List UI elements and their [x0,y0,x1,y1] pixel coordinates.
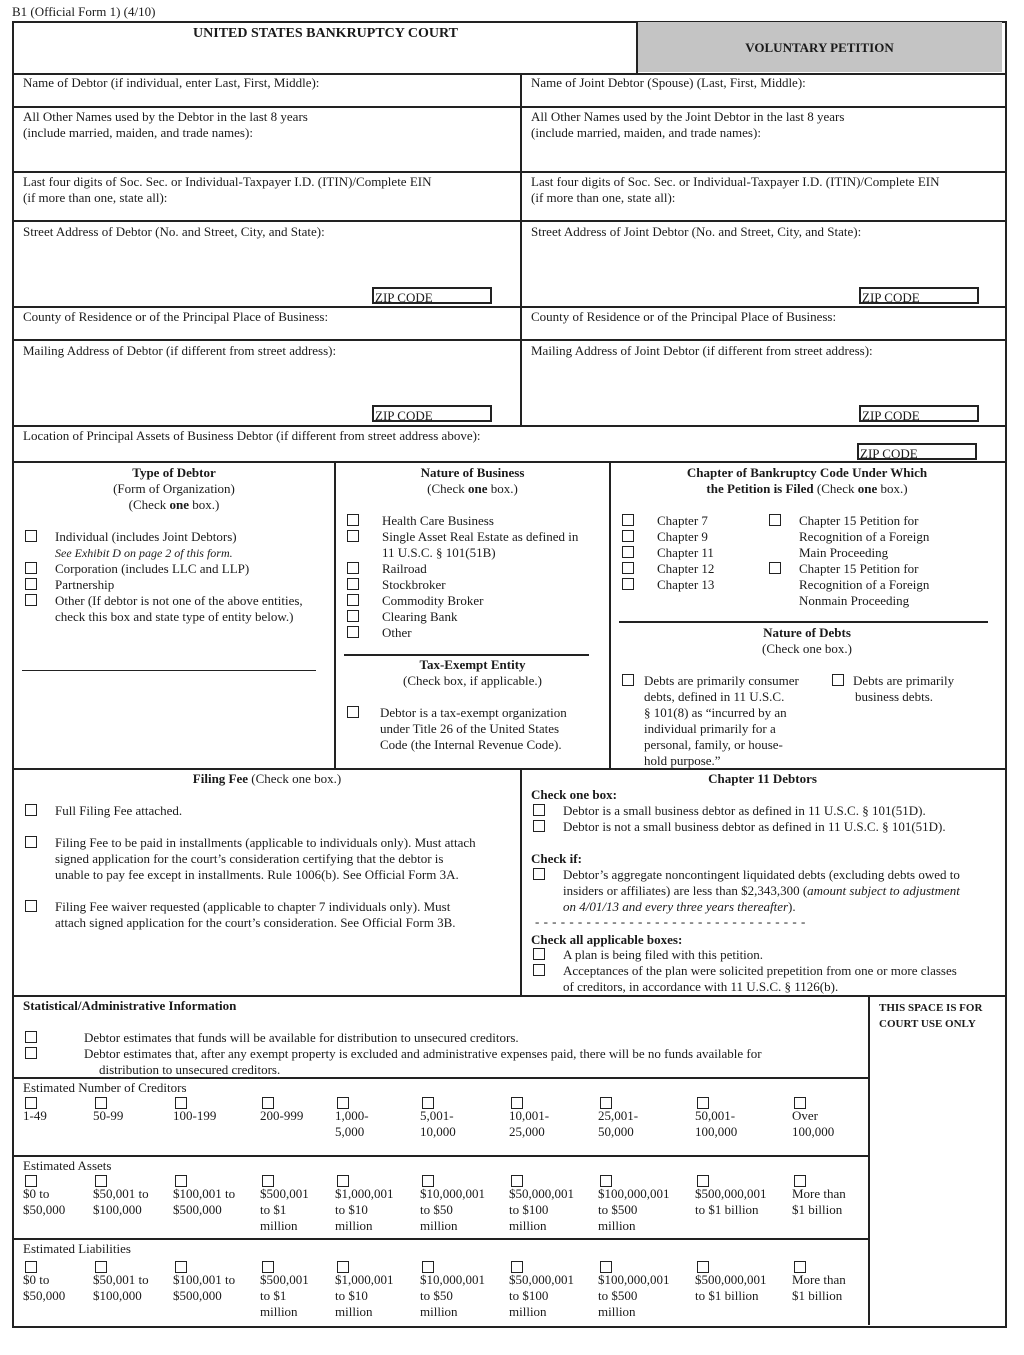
chapter-15-nonmain-label1: Chapter 15 Petition for [799,561,919,576]
corporation-checkbox[interactable] [25,562,37,574]
waiver-l2: attach signed application for the court’s consideration. See Official Form 3B. [55,915,456,930]
liabilities-option-3-label: million [260,1304,298,1319]
business-debts-checkbox[interactable] [832,674,844,686]
chapter-13-label: Chapter 13 [657,577,715,592]
creditors-option-5-label: 5,001- [420,1108,454,1123]
assets-option-1-label: $100,000 [93,1202,142,1217]
assets-option-6-label: to $100 [509,1202,549,1217]
aggregate-l1: Debtor’s aggregate noncontingent liquidated debts (excluding debts owed to [563,867,960,882]
exhibit-note: See Exhibit D on page 2 of this form. [55,546,233,560]
entity-type-line[interactable] [22,670,316,671]
chapter-15-main-label1: Chapter 15 Petition for [799,513,919,528]
consumer-debts-checkbox[interactable] [622,674,634,686]
petition-title: VOLUNTARY PETITION [745,40,894,55]
assets-option-2-label: $100,001 to [173,1186,236,1201]
chapter-15-nonmain-label2: Recognition of a Foreign [799,577,930,592]
other-business-label: Other [382,625,412,640]
stat-title: Statistical/Administrative Information [23,998,237,1013]
installments-l1: Filing Fee to be paid in installments (applicable to individuals only). Must attach [55,835,476,850]
assets-option-5-label: to $50 [420,1202,453,1217]
railroad-label: Railroad [382,561,427,576]
chapter-7-checkbox[interactable] [622,514,634,526]
aggregate-l3: on 4/01/13 and every three years thereafter). [563,899,796,914]
funds-available-checkbox[interactable] [25,1031,37,1043]
no-funds-l2: distribution to unsecured creditors. [99,1062,281,1077]
assets-option-5-label: million [420,1218,458,1233]
installments-l2: signed application for the court’s consideration certifying that the debtor is [55,851,444,866]
creditors-option-8-label: 100,000 [695,1124,738,1139]
debtor-ssn-label: Last four digits of Soc. Sec. or Individual-Taxpayer I.D. (ITIN)/Complete EIN [23,174,432,189]
not-small-business-checkbox[interactable] [533,820,545,832]
assets-option-7-label: million [598,1218,636,1233]
creditors-option-5-label: 10,000 [420,1124,456,1139]
joint-mailing-zip[interactable]: ZIP CODE [859,405,979,422]
joint-name-label: Name of Joint Debtor (Spouse) (Last, First, Middle): [531,75,806,90]
creditors-option-4-label: 1,000- [335,1108,369,1123]
joint-ssn-sub: (if more than one, state all): [531,190,676,205]
assets-option-0-label: $0 to [23,1186,50,1201]
debtor-mailing-label: Mailing Address of Debtor (if different from street address): [23,343,337,358]
court-use-l2: COURT USE ONLY [879,1018,976,1030]
type-debtor-title: Type of Debtor [132,465,216,480]
nature-debts-sub: (Check one box.) [762,641,852,656]
nature-debts-title: Nature of Debts [763,625,851,640]
liabilities-option-2-label: $100,001 to [173,1272,236,1287]
assets-option-8-label: $500,000,001 [695,1186,767,1201]
assets-option-2-label: $500,000 [173,1202,222,1217]
liabilities-option-3-label: $500,001 [260,1272,309,1287]
creditors-option-9-label: 100,000 [792,1124,835,1139]
location-assets-label: Location of Principal Assets of Business Debtor (if different from street address above): [23,428,481,443]
liabilities-option-7-label: $100,000,001 [598,1272,670,1287]
location-assets-zip[interactable]: ZIP CODE [857,443,977,460]
debtor-street-zip[interactable]: ZIP CODE [372,287,492,304]
ch11-check-one: Check one box: [531,787,617,802]
business-debts-l2: business debts. [855,689,933,704]
joint-street-zip[interactable]: ZIP CODE [859,287,979,304]
small-business-label: Debtor is a small business debtor as defined in 11 U.S.C. § 101(51D). [563,803,926,818]
assets-option-4-label: $1,000,001 [335,1186,394,1201]
aggregate-l2: insiders or affiliates) are less than $2,343,300 (amount subject to adjustment [563,883,960,898]
consumer-debts-l5: personal, family, or house- [644,737,783,752]
creditors-option-2-label: 100-199 [173,1108,217,1123]
consumer-debts-l4: individual primarily for a [644,721,776,736]
debtor-street-label: Street Address of Debtor (No. and Street, City, and State): [23,224,325,239]
chapter-13-checkbox[interactable] [622,578,634,590]
assets-option-7-label: $100,000,001 [598,1186,670,1201]
debtor-mailing-zip[interactable]: ZIP CODE [372,405,492,422]
partnership-checkbox[interactable] [25,578,37,590]
single-asset-label: Single Asset Real Estate as defined in [382,529,579,544]
corporation-label: Corporation (includes LLC and LLP) [55,561,250,576]
creditors-title: Estimated Number of Creditors [23,1080,187,1095]
consumer-debts-l2: debts, defined in 11 U.S.C. [644,689,785,704]
assets-option-5-label: $10,000,001 [420,1186,485,1201]
assets-option-8-label: to $1 billion [695,1202,759,1217]
assets-option-3-label: to $1 [260,1202,287,1217]
acceptances-l1: Acceptances of the plan were solicited prepetition from one or more classes [563,963,957,978]
assets-option-0-label: $50,000 [23,1202,66,1217]
acceptances-l2: of creditors, in accordance with 11 U.S.C. § 1126(b). [563,979,839,994]
stockbroker-label: Stockbroker [382,577,446,592]
court-use-l1: THIS SPACE IS FOR [879,1002,983,1014]
plan-filed-label: A plan is being filed with this petition. [563,947,764,962]
aggregate-debts-checkbox[interactable] [533,868,545,880]
debtor-county-label: County of Residence or of the Principal Place of Business: [23,309,329,324]
nature-business-title: Nature of Business [420,465,525,480]
assets-option-3-label: $500,001 [260,1186,309,1201]
tax-exempt-sub: (Check box, if applicable.) [403,673,542,688]
waiver-l1: Filing Fee waiver requested (applicable to chapter 7 individuals only). Must [55,899,451,914]
individual-checkbox[interactable] [25,530,37,542]
consumer-debts-l1: Debts are primarily consumer [644,673,799,688]
no-funds-l1: Debtor estimates that, after any exempt property is excluded and administrative expenses paid, there will be no funds available for [84,1046,762,1061]
partnership-label: Partnership [55,577,115,592]
not-small-business-label: Debtor is not a small business debtor as defined in 11 U.S.C. § 101(51D). [563,819,946,834]
clearing-bank-checkbox[interactable] [347,610,359,622]
waiver-checkbox[interactable] [25,900,37,912]
full-fee-label: Full Filing Fee attached. [55,803,183,818]
joint-county-label: County of Residence or of the Principal Place of Business: [531,309,837,324]
joint-other-names-sub: (include married, maiden, and trade names): [531,125,761,140]
liabilities-option-6-label: million [509,1304,547,1319]
business-debts-l1: Debts are primarily [853,673,955,688]
chapter-9-label: Chapter 9 [657,529,708,544]
liabilities-option-6-label: $50,000,001 [509,1272,574,1287]
chapter-title1: Chapter of Bankruptcy Code Under Which [686,465,928,480]
assets-option-3-label: million [260,1218,298,1233]
liabilities-option-9-label: $1 billion [792,1288,843,1303]
full-fee-checkbox[interactable] [25,804,37,816]
creditors-option-4-label: 5,000 [335,1124,365,1139]
type-debtor-sub2: (Check one box.) [128,497,220,512]
creditors-option-6-label: 25,000 [509,1124,545,1139]
creditors-option-1-label: 50-99 [93,1108,124,1123]
creditors-option-9-label: Over [792,1108,818,1123]
liabilities-option-4-label: million [335,1304,373,1319]
liabilities-option-9-label: More than [792,1272,846,1287]
nature-business-sub: (Check one box.) [427,481,518,496]
chapter-12-label: Chapter 12 [657,561,715,576]
health-care-checkbox[interactable] [347,514,359,526]
ch11-check-if: Check if: [531,851,582,866]
tax-exempt-title: Tax-Exempt Entity [419,657,526,672]
joint-street-label: Street Address of Joint Debtor (No. and Street, City, and State): [531,224,862,239]
clearing-bank-label: Clearing Bank [382,609,458,624]
chapter-12-checkbox[interactable] [622,562,634,574]
chapter-9-checkbox[interactable] [622,530,634,542]
tax-exempt-line3: Code (the Internal Revenue Code). [380,737,562,752]
court-title: UNITED STATES BANKRUPTCY COURT [193,26,458,41]
assets-title: Estimated Assets [23,1158,112,1173]
liabilities-option-8-label: to $1 billion [695,1288,759,1303]
creditors-option-6-label: 10,001- [509,1108,550,1123]
other-entity-label: Other (If debtor is not one of the above entities, [55,593,303,608]
assets-option-6-label: million [509,1218,547,1233]
type-debtor-sub1: (Form of Organization) [113,481,235,496]
assets-option-4-label: million [335,1218,373,1233]
chapter-15-main-label3: Main Proceeding [799,545,889,560]
liabilities-option-4-label: $1,000,001 [335,1272,394,1287]
joint-ssn-label: Last four digits of Soc. Sec. or Individual-Taxpayer I.D. (ITIN)/Complete EIN [531,174,940,189]
joint-mailing-label: Mailing Address of Joint Debtor (if different from street address): [531,343,873,358]
liabilities-option-3-label: to $1 [260,1288,287,1303]
small-business-checkbox[interactable] [533,804,545,816]
chapter-15-nonmain-checkbox[interactable] [769,562,781,574]
chapter-7-label: Chapter 7 [657,513,708,528]
consumer-debts-l3: § 101(8) as “incurred by an [644,705,787,720]
single-asset-sub: 11 U.S.C. § 101(51B) [382,545,496,560]
chapter-15-main-label2: Recognition of a Foreign [799,529,930,544]
commodity-label: Commodity Broker [382,593,484,608]
stockbroker-checkbox[interactable] [347,578,359,590]
commodity-checkbox[interactable] [347,594,359,606]
liabilities-option-0-label: $0 to [23,1272,50,1287]
assets-option-9-label: $1 billion [792,1202,843,1217]
liabilities-option-5-label: million [420,1304,458,1319]
debtor-other-names-label: All Other Names used by the Debtor in the last 8 years [23,109,308,124]
assets-option-9-label: More than [792,1186,846,1201]
liabilities-option-6-label: to $100 [509,1288,549,1303]
liabilities-option-7-label: million [598,1304,636,1319]
no-funds-checkbox[interactable] [25,1047,37,1059]
liabilities-title: Estimated Liabilities [23,1241,131,1256]
other-business-checkbox[interactable] [347,626,359,638]
creditors-option-3-label: 200-999 [260,1108,304,1123]
liabilities-option-5-label: to $50 [420,1288,453,1303]
tax-exempt-line1: Debtor is a tax-exempt organization [380,705,567,720]
creditors-option-7-label: 25,001- [598,1108,639,1123]
liabilities-option-1-label: $100,000 [93,1288,142,1303]
chapter-11-label: Chapter 11 [657,545,714,560]
consumer-debts-l6: hold purpose.” [644,753,721,768]
individual-label: Individual (includes Joint Debtors) [55,529,237,544]
liabilities-option-2-label: $500,000 [173,1288,222,1303]
tax-exempt-checkbox[interactable] [347,706,359,718]
liabilities-option-0-label: $50,000 [23,1288,66,1303]
railroad-checkbox[interactable] [347,562,359,574]
creditors-option-7-label: 50,000 [598,1124,634,1139]
filing-fee-title: Filing Fee (Check one box.) [192,771,342,786]
ch11-dashes: - - - - - - - - - - - - - - - - - - - - - - - - - - - - - - - - [535,914,806,929]
assets-option-7-label: to $500 [598,1202,638,1217]
funds-available-label: Debtor estimates that funds will be available for distribution to unsecured creditors. [84,1030,519,1045]
health-care-label: Health Care Business [382,513,494,528]
installments-checkbox[interactable] [25,836,37,848]
creditors-option-8-label: 50,001- [695,1108,736,1123]
chapter-11-checkbox[interactable] [622,546,634,558]
assets-option-6-label: $50,000,001 [509,1186,574,1201]
liabilities-option-5-label: $10,000,001 [420,1272,485,1287]
liabilities-option-8-label: $500,000,001 [695,1272,767,1287]
creditors-option-0-label: 1-49 [23,1108,47,1123]
liabilities-option-4-label: to $10 [335,1288,368,1303]
liabilities-option-7-label: to $500 [598,1288,638,1303]
joint-other-names-label: All Other Names used by the Joint Debtor in the last 8 years [531,109,845,124]
ch11-title: Chapter 11 Debtors [708,771,817,786]
liabilities-option-1-label: $50,001 to [93,1272,149,1287]
plan-filed-checkbox[interactable] [533,948,545,960]
acceptances-checkbox[interactable] [533,964,545,976]
single-asset-checkbox[interactable] [347,530,359,542]
form-id: B1 (Official Form 1) (4/10) [12,4,156,19]
chapter-title2: the Petition is Filed (Check one box.) [706,481,908,496]
ch11-check-all: Check all applicable boxes: [531,932,683,947]
assets-option-4-label: to $10 [335,1202,368,1217]
tax-exempt-line2: under Title 26 of the United States [380,721,560,736]
debtor-other-names-sub: (include married, maiden, and trade names): [23,125,253,140]
assets-option-1-label: $50,001 to [93,1186,149,1201]
debtor-name-label: Name of Debtor (if individual, enter Last, First, Middle): [23,75,320,90]
chapter-15-main-checkbox[interactable] [769,514,781,526]
debtor-ssn-sub: (if more than one, state all): [23,190,168,205]
other-entity-checkbox[interactable] [25,594,37,606]
other-entity-sub: check this box and state type of entity below.) [55,609,294,624]
chapter-15-nonmain-label3: Nonmain Proceeding [799,593,910,608]
installments-l3: unable to pay fee except in installments. Rule 1006(b). See Official Form 3A. [55,867,459,882]
